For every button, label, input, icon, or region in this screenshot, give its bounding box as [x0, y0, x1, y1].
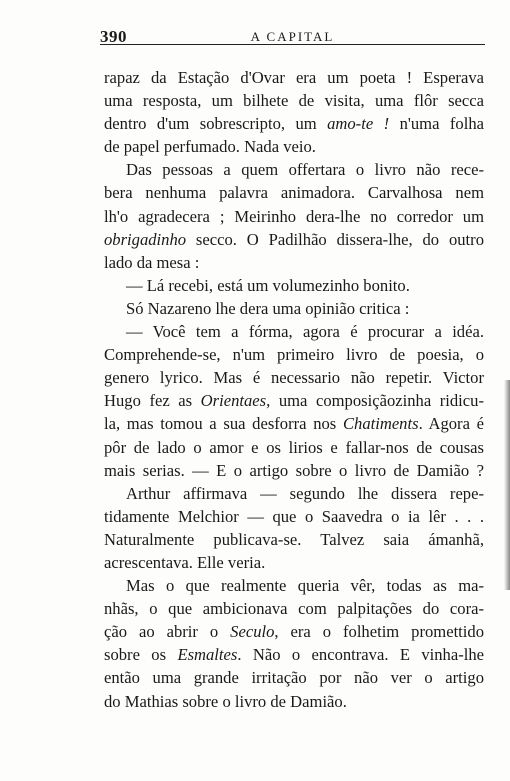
text-segment: . Não o encontrava. E vinha-lhe: [237, 645, 484, 665]
page-edge-shadow: [504, 380, 510, 590]
text-segment: então uma grande irritação por não ver o artigo: [104, 668, 484, 688]
text-line: [104, 690, 484, 713]
text-line: [104, 666, 484, 689]
text-line: [104, 158, 484, 181]
text-segment: n'uma folha: [389, 114, 484, 134]
text-segment: Naturalmente publicava-se. Talvez saia ámanhã,: [104, 529, 484, 549]
text-line: [104, 320, 484, 343]
text-segment: , uma composiçãozinha ridicu-: [266, 391, 484, 411]
text-segment: Só Nazareno lhe dera uma opinião critica :: [126, 298, 410, 318]
text-segment: genero lyrico. Mas é necessario não repetir. Victor: [104, 368, 484, 388]
text-line: [104, 366, 484, 389]
text-line: [104, 620, 484, 643]
text-segment: Hugo fez as: [104, 391, 201, 411]
italic-text: Seculo: [230, 622, 275, 642]
text-line: [104, 412, 484, 435]
text-segment: secco. O Padilhão dissera-lhe, do outro: [186, 229, 484, 249]
text-line: [104, 574, 484, 597]
text-segment: — Lá recebi, está um volumezinho bonito.: [126, 275, 410, 295]
text-segment: . Agora é: [418, 414, 484, 434]
italic-text: obrigadinho: [104, 229, 187, 249]
text-segment: rapaz da Estação d'Ovar era um poeta ! Esperava: [104, 68, 484, 87]
text-line: [104, 528, 484, 551]
text-line: [104, 551, 484, 574]
text-segment: pôr de lado o amor e os lirios e fallar-nos de cousas: [104, 437, 484, 457]
text-line: [104, 112, 484, 135]
text-line: [104, 205, 484, 228]
text-line: [104, 251, 484, 274]
text-segment: bera nenhuma palavra animadora. Carvalhosa nem: [104, 183, 484, 203]
text-segment: ção ao abrir o: [104, 622, 231, 642]
text-segment: acrescentava. Elle veria.: [104, 552, 266, 572]
running-title: A CAPITAL: [250, 29, 335, 44]
text-line: [104, 643, 484, 666]
text-line: [104, 482, 484, 505]
text-segment: Comprehende-se, n'um primeiro livro de poesia, o: [104, 345, 484, 365]
text-segment: lado da mesa :: [104, 252, 200, 272]
text-segment: la, mas tomou a sua desforra nos: [104, 414, 343, 434]
text-segment: tidamente Melchior — que o Saavedra o ia lêr . . .: [104, 506, 484, 526]
italic-text: Esmaltes: [177, 645, 238, 665]
italic-text: Orientaes: [200, 391, 267, 411]
text-segment: Arthur affirmava — segundo lhe dissera repe-: [126, 483, 484, 503]
text-segment: sobre os: [104, 645, 178, 665]
text-segment: Das pessoas a quem offertara o livro não rece-: [126, 160, 484, 180]
text-line: [104, 505, 484, 528]
text-segment: mais serias. — E o artigo sobre o livro de Damião ?: [104, 460, 484, 480]
text-segment: do Mathias sobre o livro de Damião.: [104, 691, 347, 711]
text-segment: dentro d'um sobrescripto, um: [104, 114, 328, 134]
text-segment: — Você tem a fórma, agora é procurar a idéa.: [126, 322, 484, 342]
italic-text: Chatiments: [342, 414, 419, 434]
header-rule: [100, 44, 485, 45]
text-line: [104, 228, 484, 251]
text-segment: nhãs, o que ambicionava com palpitações do cora-: [104, 599, 484, 619]
text-line: [104, 66, 484, 89]
text-segment: , era o folhetim promettido: [274, 622, 484, 642]
text-line: [104, 389, 484, 412]
text-segment: uma resposta, um bilhete de visita, uma flôr secca: [104, 91, 484, 111]
text-line: [104, 135, 484, 158]
page-number: 390: [100, 27, 127, 46]
text-line: [104, 89, 484, 112]
body-text: [104, 66, 484, 713]
text-segment: lh'o agradecera ; Meirinho dera-lhe no corredor um: [104, 206, 484, 226]
text-line: [104, 343, 484, 366]
text-line: [104, 181, 484, 204]
text-line: [104, 597, 484, 620]
italic-text: amo-te !: [327, 114, 390, 134]
text-line: [104, 459, 484, 482]
text-line: [104, 297, 484, 320]
text-line: [104, 436, 484, 459]
text-segment: de papel perfumado. Nada veio.: [104, 137, 316, 157]
text-line: [104, 274, 484, 297]
text-segment: Mas o que realmente queria vêr, todas as ma-: [126, 576, 484, 596]
